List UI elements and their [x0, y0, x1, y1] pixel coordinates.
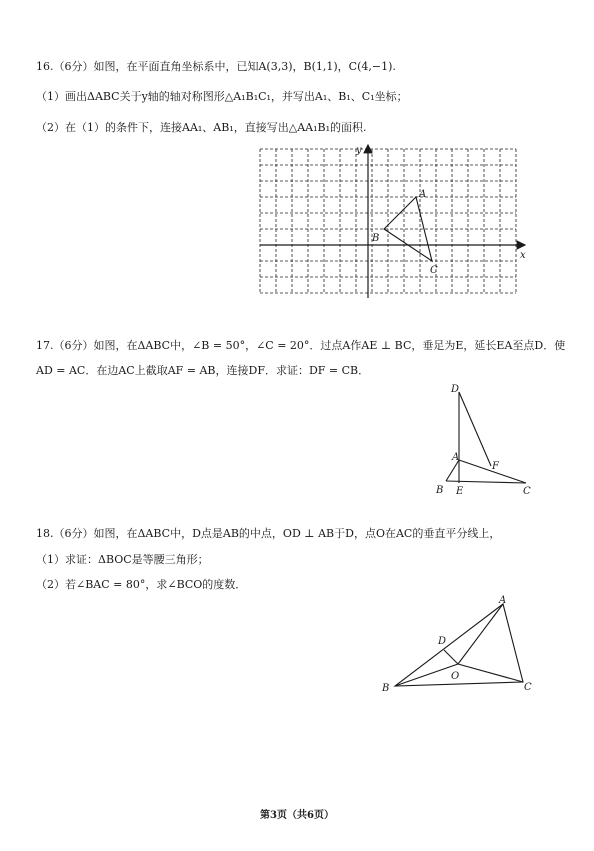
y-axis-label: y — [356, 145, 362, 156]
q16-part1: （1）画出ΔABC关于y轴的轴对称图形△A₁B₁C₁，并写出A₁、B₁、C₁坐标； — [36, 90, 408, 103]
point-c-label: C — [524, 682, 532, 693]
point-o-label: O — [451, 671, 460, 682]
point-d-label: D — [438, 636, 447, 647]
point-d-label: D — [451, 384, 460, 395]
x-axis-label: x — [520, 250, 526, 261]
point-a-label: A — [419, 189, 427, 200]
q18-part1: （1）求证：ΔBOC是等腰三角形； — [36, 553, 209, 566]
point-c-label: C — [523, 486, 531, 497]
q18-part2: （2）若∠BAC = 80°，求∠BCO的度数． — [36, 578, 247, 591]
point-c-label: C — [430, 265, 438, 276]
point-f-label: F — [492, 461, 499, 472]
q18-triangle-figure — [375, 592, 545, 700]
point-b-label: B — [436, 485, 444, 496]
q16-part2: （2）在（1）的条件下，连接AA₁、AB₁，直接写出△AA₁B₁的面积. — [36, 121, 367, 134]
q17-line2: AD = AC．在边AC上截取AF = AB，连接DF．求证：DF = CB． — [36, 364, 370, 377]
page-number-footer: 第3页（共6页） — [260, 810, 334, 821]
point-b-label: B — [382, 683, 390, 694]
q17-triangle-figure — [425, 380, 540, 500]
point-a-label: A — [452, 452, 460, 463]
q18-stem: 18.（6分）如图，在ΔABC中，D点是AB的中点，OD ⊥ AB于D，点O在AC的垂直平分线上， — [36, 527, 501, 540]
q17-line1: 17.（6分）如图，在ΔABC中，∠B = 50°，∠C = 20°．过点A作AE ⊥ BC，垂足为E，延长EA至点D．使 — [36, 339, 566, 352]
point-b-label: B — [372, 233, 380, 244]
q16-stem: 16.（6分）如图，在平面直角坐标系中，已知A(3,3)，B(1,1)，C(4,−1). — [36, 60, 396, 73]
point-a-label: A — [499, 595, 507, 606]
point-e-label: E — [456, 486, 464, 497]
q16-coordinate-grid-figure — [250, 140, 540, 310]
